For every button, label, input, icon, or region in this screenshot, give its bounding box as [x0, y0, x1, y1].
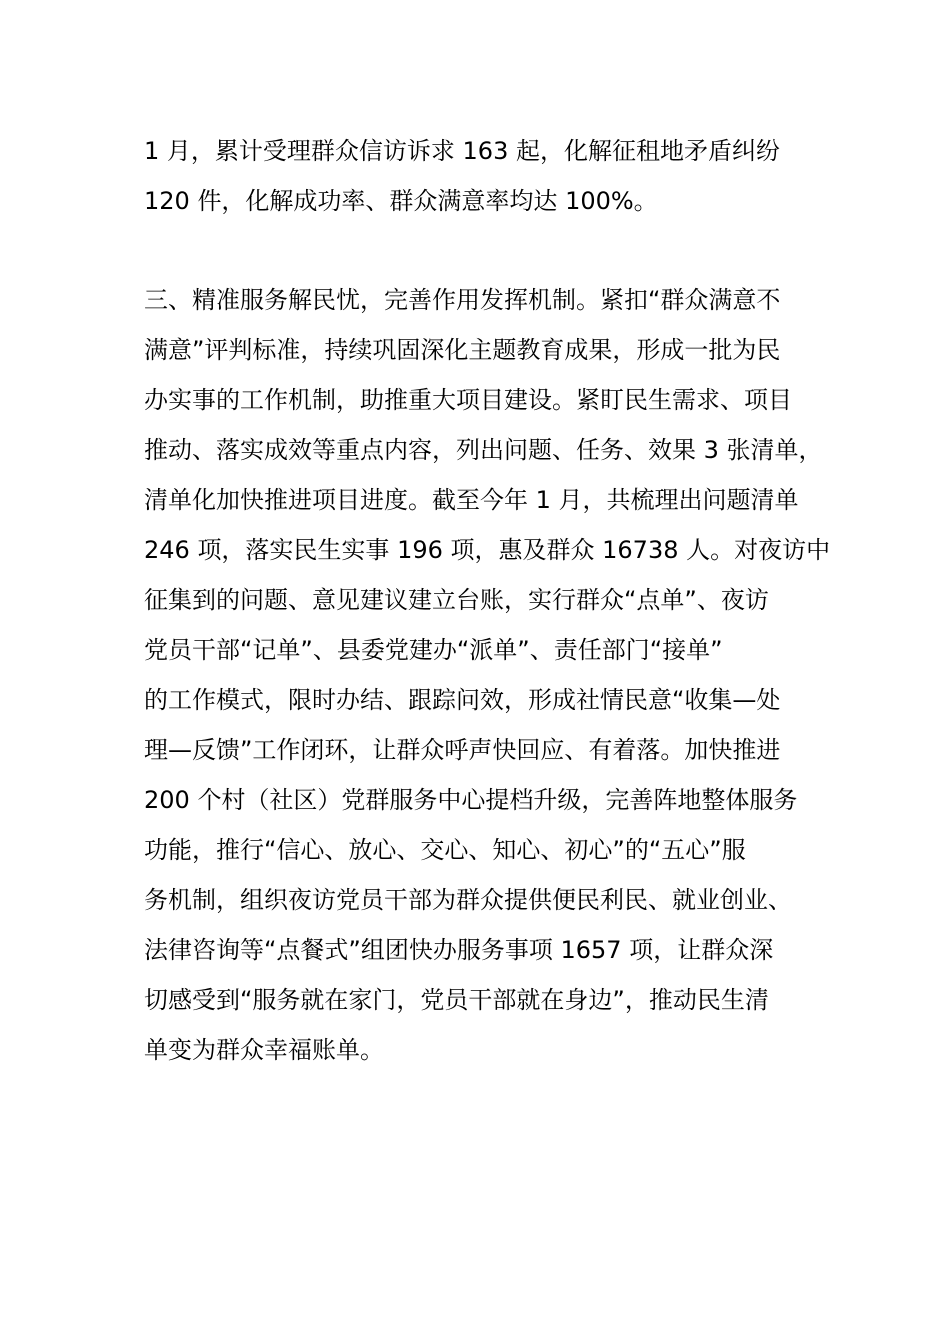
paragraph-1 — [144, 126, 816, 226]
text-line: 120 件，化解成功率、群众满意率均达 100%。 — [144, 187, 658, 215]
text-line: 246 项，落实民生实事 196 项，惠及群众 16738 人。对夜访中 — [144, 536, 831, 564]
text-line: 清单化加快推进项目进度。截至今年 1 月，共梳理出问题清单 — [144, 486, 799, 514]
text-line: 200 个村（社区）党群服务中心提档升级，完善阵地整体服务 — [144, 786, 798, 814]
text-line: 1 月，累计受理群众信访诉求 163 起，化解征租地矛盾纠纷 — [144, 137, 780, 165]
text-line: 党员干部“记单”、县委党建办“派单”、责任部门“接单” — [144, 636, 723, 664]
text-line: 单变为群众幸福账单。 — [144, 1036, 384, 1064]
text-line: 的工作模式，限时办结、跟踪问效，形成社情民意“收集—处 — [144, 686, 781, 714]
text-line: 办实事的工作机制，助推重大项目建设。紧盯民生需求、项目 — [144, 386, 792, 414]
paragraph-2 — [144, 275, 831, 1075]
text-line: 推动、落实成效等重点内容，列出问题、任务、效果 3 张清单， — [144, 436, 823, 464]
text-line: 满意”评判标准，持续巩固深化主题教育成果，形成一批为民 — [144, 336, 781, 364]
text-line: 征集到的问题、意见建议建立台账，实行群众“点单”、夜访 — [144, 586, 769, 614]
section-heading-line: 三、精准服务解民忧，完善作用发挥机制。紧扣“群众满意不 — [144, 286, 781, 314]
text-line: 切感受到“服务就在家门，党员干部就在身边”，推动民生清 — [144, 986, 769, 1014]
text-line: 务机制，组织夜访党员干部为群众提供便民利民、就业创业、 — [144, 886, 792, 914]
text-line: 功能，推行“信心、放心、交心、知心、初心”的“五心”服 — [144, 836, 746, 864]
text-line: 理—反馈”工作闭环，让群众呼声快回应、有着落。加快推进 — [144, 736, 781, 764]
text-line: 法律咨询等“点餐式”组团快办服务事项 1657 项，让群众深 — [144, 936, 774, 964]
